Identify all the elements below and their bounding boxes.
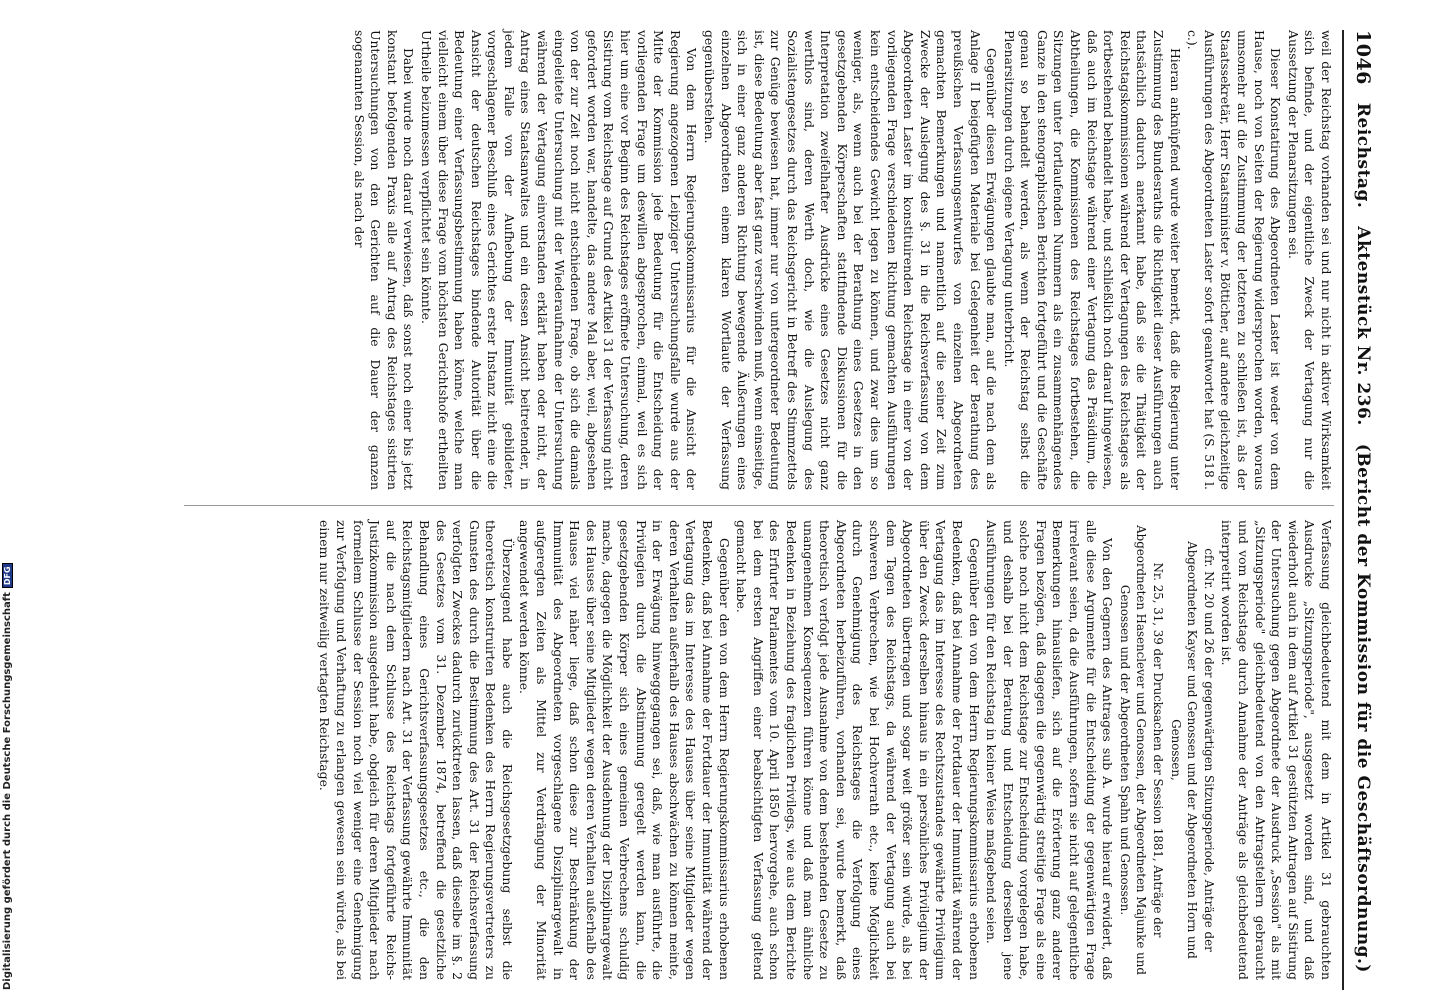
- page-number: 1046: [1352, 30, 1374, 85]
- credit-text: Digitalisierung gefördert durch die Deutsche Forschungsgemeinschaft: [1, 592, 13, 990]
- column-divider: [184, 505, 1334, 506]
- paragraph: Hieran anknüpfend wurde weiter bemerkt, daß die Regierung unter Zustimmung des Bundesraths die Richtigkeit dieser Ausführungen auch thatsächlich dadurch anerkannt habe, daß sie die Thätigkeit der Reichstagskommissionen während der Vertagungen des Reichstages als fortbestehend behandelt habe, und schließlich noch darauf hingewiesen, daß auch im Reichstage während einer Vertagung das Präsidium, die Abtheilungen, die Kommissionen des Reichstages fortbestehen, die Sitzungen unter fortlaufenden Nummern als ein zusammenhängendes Ganze in den stenographischen Berichten fortgeführt und die Geschäfte genau so behandelt werden, als wenn der Reichstag selbst die Plenarsitzungen durch eigene Vertagung unterbricht.: [1001, 30, 1183, 490]
- paragraph: Gegenüber diesen Erwägungen glaubte man, auf die nach dem als Anlage II beigefügten Materiale bei Gelegenheit der Berathung des preußischen Verfassungsentwurfes von einzelnen Abgeordneten gemachten Bemerkungen und namentlich auf die seiner Zeit zum Zwecke der Auslegung des §. 31 in die Reichsverfassung von dem Abgeordneten Laster im konstituirenden Reichstage in einer von der vorliegenden Frage verschiedenen Richtung gemachten Ausführungen kein entscheidendes Gewicht legen zu können, und zwar dies um so weniger, als, wenn auch bei der Berathung eines Gesetzes in den gesetzgebenden Körperschaften stattfindende Diskussionen für die Interpretation zweifelhafter Ausdrücke eines Gesetzes nicht ganz werthlos sind, deren Werth doch, wie die Auslegung des Sozialistengesetzes durch das Reichsgericht in Betreff des Stimmzettels zur Genüge bewiesen hat, immer nur von untergeordneter Bedeutung ist, diese Bedeutung aber fast ganz verschwinden muß, wenn einseitige, sich in einer ganz anderen Richtung bewegende Äußerungen eines einzelnen Abgeordneten einem klaren Wortlaute der Verfassung gegenüberstehen.: [702, 30, 1000, 490]
- paragraph: Gegenüber den von dem Herrn Regierungskommissarius erhobenen Bedenken, daß bei Annahme der Fortdauer der Immunität während der Vertagung das im Interesse des Hauses über seine Mitglieder wegen deren Verhalten außerhalb des Hauses abschwächen zu können meinte, in der Erwägung hinweggegangen sei, daß, wie man ausführte, die Privilegien durch die Abstimmung geregelt werden kann, die gesetzgebenden Körper sich eines gemeinen Verbrechens schuldig mache, dagegen die Möglichkeit der Ausdehnung der Disziplinargewalt des Hauses über seine Mitglieder wegen deren Verhalten außerhalb des Hauses viel näher liege, daß schon diese zur Beschränkung der Immunität des Abgeordneten vorgeschlagene Disziplinargewalt in aufgeregten Zeiten als Mittel zur Verdrängung der Minorität angewendet werden könne.: [517, 520, 732, 980]
- header-chamber: Reichstag.: [1353, 102, 1373, 209]
- paragraph: Gegenüber den von dem Herrn Regierungskommissarius erhobenen Bedenken, daß bei Annahme der Fortdauer der Immunität während der Vertagung das im Interesse des Rechtszustandes gewährte Privilegium über den Zweck derselben hinaus in ein persönliches Privilegium der Abgeordneten übertragen und sogar weit größer sein würde, als bei dem Tagen des Reichstags, da während der Vertagung auch bei schweren Verbrechen, wie bei Hochverrath etc., keine Möglichkeit durch Genehmigung des Reichstages die Verfolgung eines Abgeordneten herbeizuführen, vorhanden sei, wurde bemerkt, daß theoretisch verfolgt jede Ausnahme von dem bestehenden Gesetze zu unangenehmen Konsequenzen führen könne und daß man ähnliche Bedenken in Beziehung des fraglichen Privilegs, wie aus dem Berichte des Erfurter Parlamentes vom 10. April 1850 hervorgehe, auch schon bei dem ersten Angriffen einer beabsichtigten Verfassung geltend gemacht habe.: [734, 520, 982, 980]
- paragraph: Überzeugend habe auch die Reichsgesetzgebung selbst die theoretisch konstruirten Bedenken des Herrn Regierungsvertreters zu Gunsten des durch die Bestimmung des Art. 31 der Reichsverfassung verfolgten Zweckes dadurch zurücktreten lassen, daß dieselbe im §. 2 des Gesetzes vom 31. Dezember 1874, betreffend die gesetzliche Behandlung eines Gerichtsverfassungsgesetzes etc., die den Reichstagsmitgliedern nach Art. 31 der Verfassung gewährte Immunität auf die nach dem Schlusse des Reichstags fortgeführte Reichs-Justizkommission ausgedehnt habe, obgleich für deren Mitglieder nach formellem Schlusse der Session noch viel weniger eine Genehmigung zur Verfolgung und Verhaftung zu erlangen gewesen sein würde, als bei einem nur zeitweilig vertagten Reichstage.: [317, 520, 515, 980]
- right-column: [315, 520, 1334, 980]
- paragraph: Von dem Herrn Regierungskommissarius für die Ansicht der Regierung angezogenen Leipziger Untersuchungsfalle wurde aus der Mitte der Kommission jede Bedeutung für die Entscheidung der vorliegenden Frage um deswillen abgesprochen, einmal, weil es sich hier um eine vor Beginn des Reichstages eröffnete Untersuchung, deren Sistirung vom Reichstage auf Grund des Artikel 31 der Verfassung nicht gefordert worden war, handelte, das andere Mal aber, weil, abgesehen von der zur Zeit noch nicht entschiedenen Frage, ob sich die damals eingeleitete Untersuchung mit der Wiederaufnahme der Untersuchung während der Vertagung einverstanden erklärt haben oder nicht, der Antrag eines Staatsanwaltes und ein dessen Ansicht beitretender, in jedem Falle von der Aufhebung der Immunität gebildeter, vorgeschlagener Beschluß eines Gerichtes erster Instanz nicht eine die Ansicht der deutschen Reichstages bindende Autorität über die Bedeutung einer Verfassungsbestimmung haben könne, welche man vielleicht einem über diese Frage vom höchsten Gerichtshofe ertheilten Urtheile beizumessen verpflichtet sein könnte.: [418, 30, 700, 490]
- footer-strip: [0, 0, 14, 1000]
- paragraph: Verfassung gleichbedeutend mit dem in Artikel 31 gebrauchten Ausdrucke „Sitzungsperiode", ausgesetzt worden sind, und daß wiederholt auch in dem auf Artikel 31 gestützten Antragen auf Sistirung der Untersuchung gegen Abgeordnete der Ausdruck „Session" als mit „Sitzungsperiode" gleichbedeutend von den Antragstellern gebraucht und vom Reichstage durch Annahme der Anträge als gleichbedeutend interpretirt worden ist.: [1219, 520, 1334, 980]
- paragraph: Dabei wurde noch darauf verwiesen, daß sonst noch einer bis jetzt konstant befolgenden Praxis alle auf Antrag des Reichstages sistirten Untersuchungen von den Gerichten auf die Dauer der ganzen sogenannten Session, als nach der: [351, 30, 417, 490]
- page-header: [1346, 30, 1380, 990]
- citation: cfr. Nr. 20 und 26 der gegenwärtigen Sitzungsperiode, Anträge der Abgeordneten Kayser und Genossen und der Abgeordneten Horn und Genossen,: [1168, 541, 1216, 959]
- left-column: [349, 30, 1334, 490]
- paragraph: Dieser Konstatirung des Abgeordneten Laster ist weder von dem Hause, noch von Seiten der Regierung widersprochen worden, woraus umsomehr auf die Zustimmung der letzteren zu schließen ist, als der Staatssekretär, Herr Staatsminister v. Bötticher, auf andere gleichzeitige Ausführungen des Abgeordneten Laster sofort geantwortet hat (S. 518 l. c.).: [1185, 30, 1284, 490]
- header-document: Aktenstück Nr. 236.: [1353, 226, 1373, 426]
- paragraph: Von den Gegnern des Antrages sub A. wurde hierauf erwidert, daß alle diese Argumente für die Entscheidung der gegenwärtigen Frage irrelevant seien, da die Ausführungen, sofern sie nicht auf gelegentliche Bemerkungen hinausliefen, sich auf die Erörterung ganz anderer Fragen bezögen, daß dagegen die gegenwärtig streitige Frage als eine solche noch nicht dem Reichstage zur Entscheidung vorgelegen habe, und deshalb bei der Beratung und Entscheidung derselben jene Ausführungen für den Reichstag in keiner Weise maßgebend seien.: [984, 520, 1116, 980]
- header-subject: (Bericht der Kommission für die Geschäftsordnung.): [1353, 443, 1373, 973]
- header-rule: [1342, 30, 1344, 990]
- digitization-credit: [0, 10, 14, 990]
- rotated-page-content: [120, 30, 1380, 990]
- dfg-logo: DFG: [2, 563, 13, 588]
- paragraph: weil der Reichstag vorhanden sei und nur nicht in aktiver Wirksamkeit sich befinde, und der eigentliche Zweck der Vertagung nur die Aussetzung der Plenarsitzungen sei.: [1285, 30, 1334, 490]
- citation: Nr. 25, 31, 39 der Drucksachen der Session 1881, Anträge der Abgeordneten Hasenclever und Genossen, der Abgeordneten Majunke und Genossen und der Abgeordneten Spahn und Genossen.: [1117, 525, 1166, 975]
